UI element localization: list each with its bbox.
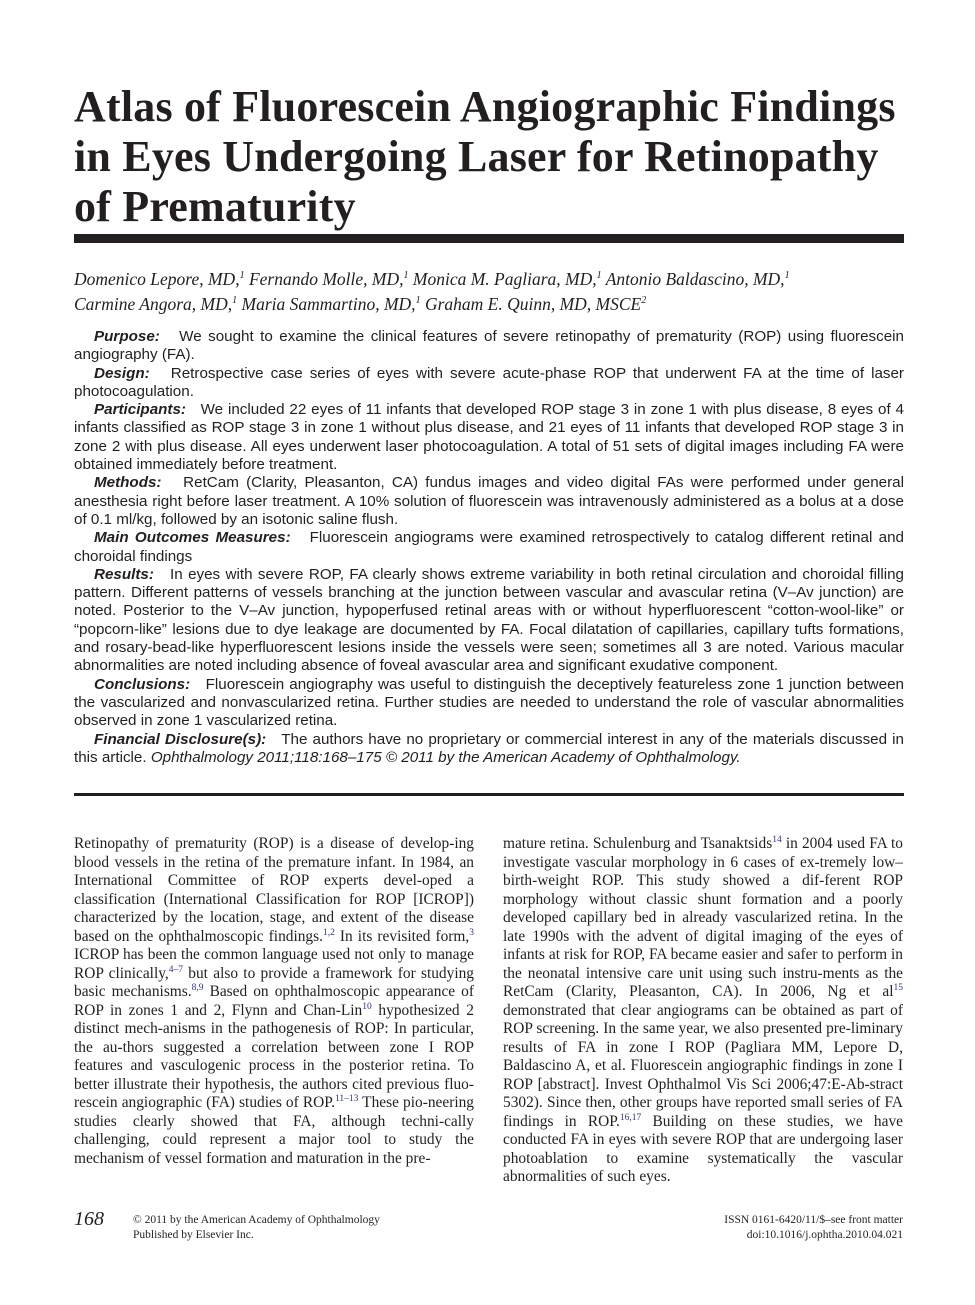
title-divider (74, 234, 904, 243)
author: Fernando Molle, MD,$^1$ (248, 268, 409, 289)
abstract-design: Design: Retrospective case series of eyes with severe acute-phase ROP that underwent FA at the time of laser photocoagulation. (74, 364, 904, 400)
citation-link[interactable]: 14 (772, 834, 782, 845)
citation-link[interactable]: 3 (469, 927, 474, 938)
abstract-outcomes: Main Outcomes Measures: Fluorescein angiograms were examined retrospectively to catalog different retinal and choroidal findings (74, 529, 904, 565)
body-paragraph: Retinopathy of prematurity (ROP) is a disease of develop-ing blood vessels in the retina of the premature infant. In 1984, an International Committee of ROP experts devel-oped a classification (International Classification for ROP [ICROP]) characterized by the location, stage, and extent of the disease based on the ophthalmoscopic findings.$^{1,2}$ In its revisited form,$^3$ ICROP has been the common language used not only to manage ROP clinically,$^{4-7}$ but also to provide a framework for studying basic mechanisms.$^{8,9}$ Based on ophthalmoscopic appearance of ROP in zones 1 and 2, Flynn and Chan-Lin$^{10}$ hypothesized 2 distinct mech-anisms in the pathogenesis of ROP: In particular, the au-thors suggested a correlation between zone I ROP features and vasculogenic process in the posterior retina. To better illustrate their hypothesis, the authors cited previous fluo-rescein angiographic (FA) studies of ROP.$^{11-13}$ These pio-neering studies clearly showed that FA, although techni-cally challenging, could represent a major tool to study the mechanism of vessel formation and maturation in the pre- (74, 835, 474, 1167)
author: Maria Sammartino, MD,$^1$ (241, 293, 421, 314)
author: Graham E. Quinn, MD, MSCE$^2$ (424, 293, 647, 314)
citation-link[interactable]: 4–7 (168, 964, 184, 975)
issn: ISSN 0161-6420/11/$–see front matter (724, 1214, 903, 1226)
article-title: Atlas of Fluorescein Angiographic Findings in Eyes Undergoing Laser for Retinopathy of Prematurity (74, 82, 896, 231)
citation-link[interactable]: 10 (362, 1001, 372, 1012)
abstract-participants: Participants: We included 22 eyes of 11 infants that developed ROP stage 3 in zone 1 with plus disease, 8 eyes of 4 infants classified as ROP stage 3 in zone 1 without plus disease, and 21 eyes of 11 infants that developed ROP stage 3 in zone 2 with plus disease. All eyes underwent laser photocoagulation. A total of 51 sets of digital images including FA were obtained immediately before treatment. (74, 401, 904, 474)
abstract-conclusions: Conclusions: Fluorescein angiography was useful to distinguish the deceptively featureless zone 1 junction between the vascularized and nonvascularized retina. Further studies are needed to understand the role of vascular abnormalities observed in zone 1 vascularized retina. (74, 675, 904, 730)
author: Antonio Baldascino, MD,$^1$ (605, 268, 790, 289)
footer-identifiers (724, 1213, 903, 1243)
citation-link[interactable]: 11–13 (334, 1093, 359, 1104)
footer-copyright: © 2011 by the American Academy of Ophthalmology Published by Elsevier Inc. (133, 1214, 380, 1241)
abstract-purpose: Purpose: We sought to examine the clinical features of severe retinopathy of prematurity (ROP) using fluorescein angiography (FA). (74, 328, 904, 364)
citation-link[interactable]: 8,9 (191, 982, 204, 993)
abstract (74, 328, 904, 767)
abstract-results: Results: In eyes with severe ROP, FA clearly shows extreme variability in both retinal circulation and choroidal filling pattern. Different patterns of vessels branching at the junction between vascular and avascular retina (V–Av junction) are noted. Posterior to the V–Av junction, hypoperfused retinal areas with or without hyperfluorescent “cotton-wool-like” or “popcorn-like” lesions due to dye leakage are documented by FA. Focal dilatation of capillaries, capillary tufts formations, and rosary-bead-like hyperfluorescent lesions inside the vessels were seen; sometimes all 3 are noted. Various macular abnormalities are noted including absence of foveal avascular area and significant exudative component. (74, 565, 904, 675)
abstract-divider (74, 793, 904, 796)
abstract-disclosure: Financial Disclosure(s): The authors have no proprietary or commercial interest in any of the materials discussed in this article. Ophthalmology 2011;118:168–175 © 2011 by the American Academy of Ophthalmology. (74, 730, 904, 766)
citation-link[interactable]: 15 (893, 982, 903, 993)
page-number: 168 (74, 1208, 104, 1230)
author: Monica M. Pagliara, MD,$^1$ (412, 268, 602, 289)
citation-link[interactable]: 16,17 (619, 1112, 642, 1123)
abstract-methods: Methods: RetCam (Clarity, Pleasanton, CA) fundus images and video digital FAs were performed under general anesthesia right before laser treatment. A 10% solution of fluorescein was intravenously administered as a bolus at a dose of 0.1 ml/kg, followed by an isotonic saline flush. (74, 474, 904, 528)
doi-link[interactable]: doi:10.1016/j.ophtha.2010.04.021 (746, 1229, 903, 1241)
body-column-left (74, 835, 474, 1168)
author: Domenico Lepore, MD,$^1$ (74, 268, 245, 289)
author: Carmine Angora, MD,$^1$ (74, 293, 238, 314)
citation-link[interactable]: 1,2 (322, 927, 335, 938)
body-paragraph: mature retina. Schulenburg and Tsanaktsids$^{14}$ in 2004 used FA to investigate vascular morphology in 6 cases of ex-tremely low– birth-weight ROP. This study showed a dif-ferent ROP morphology without classic shunt formation and a poorly developed capillary bed in already vascularized retina. In the late 1990s with the advent of digital imaging of the eyes of infants at risk for ROP, FA became easier and safer to perform in the neonatal intensive care unit using such instru-ments as the RetCam (Clarity, Pleasanton, CA). In 2006, Ng et $al^{15}$ demonstrated that clear angiograms can be obtained as part of ROP screening. In the same year, we also presented pre-liminary results of FA in zone I ROP (Pagliara MM, Lepore D, Baldascino A, et al. Fluorescein angiographic findings in zone I ROP [abstract]. Invest Ophthalmol Vis Sci 2006;47:E-Ab-stract 5302). Since then, other groups have reported small series of FA findings in ROP.$^{16,17}$ Building on these studies, we have conducted FA in eyes with severe ROP that are undergoing laser photoablation to examine systematically the vascular abnormalities of such eyes. (503, 834, 904, 1185)
author-list (74, 265, 914, 315)
body-column-right (503, 835, 903, 1187)
